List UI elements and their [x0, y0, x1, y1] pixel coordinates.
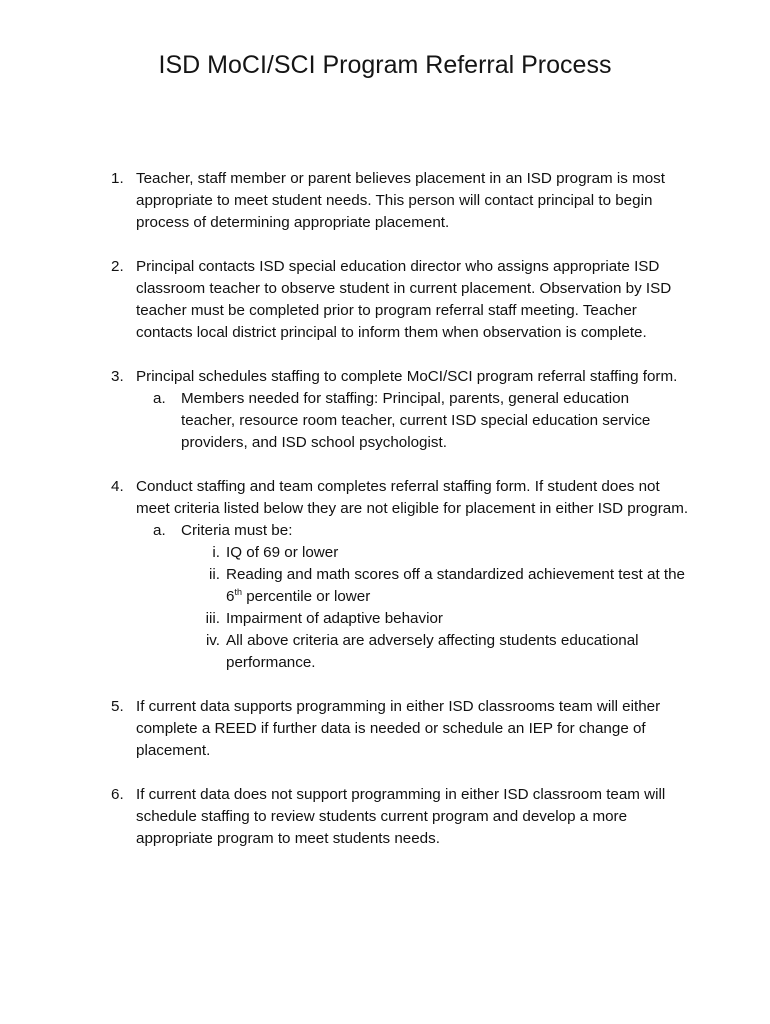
step-number: 4.: [111, 478, 124, 495]
step-4: [0, 476, 770, 674]
step-text: If current data does not support programming in either ISD classroom team will schedule staffing to review students current program and develop a more appropriate program to meet students needs.: [136, 786, 666, 847]
step-text: Principal schedules staffing to complete MoCI/SCI program referral staffing form.: [136, 368, 678, 385]
step-text: If current data supports programming in either ISD classrooms team will either complete a REED if further data is needed or schedule an IEP for change of placement.: [136, 698, 661, 759]
sub-item-staffing-members: [153, 388, 686, 454]
sub-item-text: Criteria must be:: [181, 522, 293, 539]
step-6: [0, 784, 770, 850]
sub-item-marker: a.: [153, 522, 166, 539]
criteria-text: Reading and math scores off a standardized achievement test at the 6th percentile or lower: [226, 566, 685, 605]
criteria-item: [212, 542, 686, 564]
sub-item-text: Members needed for staffing: Principal, parents, general education teacher, resource room teacher, current ISD special education service providers, and ISD school psychologist.: [181, 390, 651, 451]
step-3: [0, 366, 770, 454]
criteria-marker: ii.: [209, 566, 220, 583]
step-number: 5.: [111, 698, 124, 715]
step-number: 1.: [111, 170, 124, 187]
step-text: Teacher, staff member or parent believes placement in an ISD program is most appropriate to meet student needs. This person will contact principal to begin process of determining appropriate placement.: [136, 170, 665, 231]
criteria-item: [205, 608, 686, 630]
criteria-text: Impairment of adaptive behavior: [226, 610, 443, 627]
step-number: 6.: [111, 786, 124, 803]
document-title: ISD MoCI/SCI Program Referral Process: [158, 51, 612, 79]
step-1: [0, 168, 770, 234]
criteria-item: [205, 630, 686, 674]
sub-item-marker: a.: [153, 390, 166, 407]
step-number: 3.: [111, 368, 124, 385]
criteria-marker: iv.: [205, 632, 220, 649]
referral-steps-list: [0, 168, 770, 872]
step-text: Conduct staffing and team completes referral staffing form. If student does not meet criteria listed below they are not eligible for placement in either ISD program.: [136, 478, 689, 517]
criteria-text: IQ of 69 or lower: [226, 544, 339, 561]
criteria-text: All above criteria are adversely affecting students educational performance.: [226, 632, 639, 671]
step-5: [0, 696, 770, 762]
step-number: 2.: [111, 258, 124, 275]
step-text: Principal contacts ISD special education director who assigns appropriate ISD classroom teacher to observe student in current placement. Observation by ISD teacher must be completed prior to program referral staff meeting. Teacher contacts local district principal to inform them when observation is complete.: [136, 258, 672, 341]
criteria-marker: iii.: [205, 610, 220, 627]
criteria-marker: i.: [212, 544, 220, 561]
superscript: th: [234, 586, 242, 597]
step-2: [0, 256, 770, 344]
sub-item-criteria: [153, 520, 686, 542]
criteria-item: [209, 564, 686, 608]
